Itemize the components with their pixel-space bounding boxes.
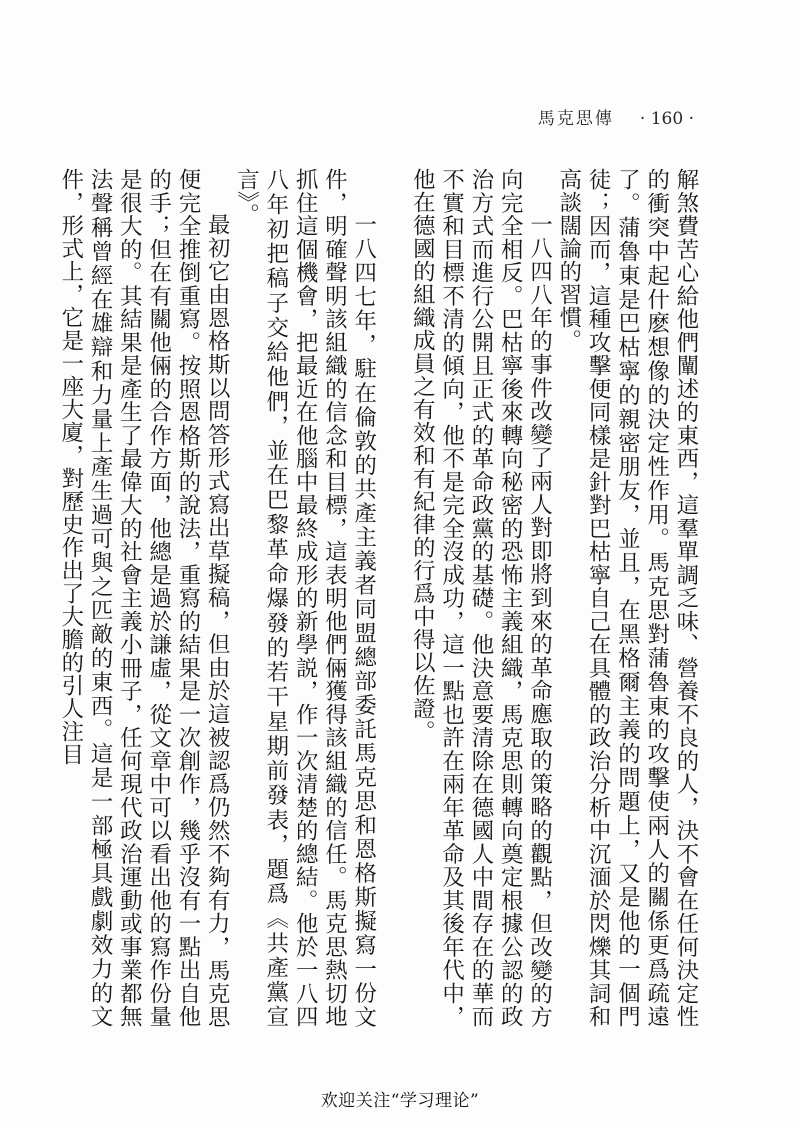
running-header: [538, 104, 694, 129]
paragraph-drafting: 最初它由恩格斯以問答形式寫出草擬稿，但由於這被認爲仍然不夠有力，馬克思便完全推倒重寫。按照恩格斯的說法，重寫的結果是一次創作，幾乎沒有一點出自他的手；但在有關他倆的合作方面，他總是過於謙虛，從文章中可以看出他的寫作份量是很大的。其結果是產生了最偉大的社會主義小冊子，任何現代政治運動或事業都無法聲稱曾經在雄辯和力量上產生過可與之匹敵的東西。這是一部極具戲劇效力的文件，形式上，它是一座大廈，對歷史作出了大膽的引人注目: [57, 168, 231, 1028]
paragraph-continued: 解煞費苦心給他們闡述的東西，這羣單調乏味、營養不良的人，決不會在任何決定性的衝突中起什麽想像的決定性作用。馬克思對蒲魯東的攻擊使兩人的關係更爲疏遠了。蒲魯東是巴枯寧的親密朋友，並且，在黑格爾主義的問題上，又是他的一個門徒；因而，這種攻擊便同樣是針對巴枯寧自己在具體的政治分析中沉湎於閃爍其詞和高談闊論的習慣。: [555, 168, 699, 1028]
footer-watermark: 欢迎关注“学习理论”: [320, 1091, 480, 1111]
body-text: [57, 168, 700, 1028]
page-number: · 160 ·: [639, 109, 694, 129]
paragraph-spacer: [378, 168, 407, 1028]
paragraph-1847-manifesto: 一八四七年，駐在倫敦的共產主義者同盟總部委託馬克思和恩格斯擬寫一份文件，明確聲明該組織的信念和目標，這表明他們倆獲得該組織的信任。馬克思熱切地抓住這個機會，把最近在他腦中最終成形的新學説，作一次清楚的總結。他於一八四八年初把稿子交給他們，並在巴黎革命爆發的若干星期前發表，題爲《共產黨宣言》。: [233, 168, 377, 1028]
book-title: 馬克思傳: [537, 109, 614, 129]
paragraph-1848-events: 一八四八年的事件改變了兩人對即將到來的革命應取的策略的觀點，但改變的方向完全相反。巴枯寧後來轉向秘密的恐怖主義組織，馬克思則轉向奠定根據公認的政治方式而進行公開且正式的革命政黨的基礎。他決意要清除在德國人中間存在的華而不實和目標不清的傾向，他不是完全沒成功，這一點也許在兩年革命及其後年代中，他在德國的組織成員之有效和有紀律的行爲中得以佐證。: [409, 168, 553, 1028]
